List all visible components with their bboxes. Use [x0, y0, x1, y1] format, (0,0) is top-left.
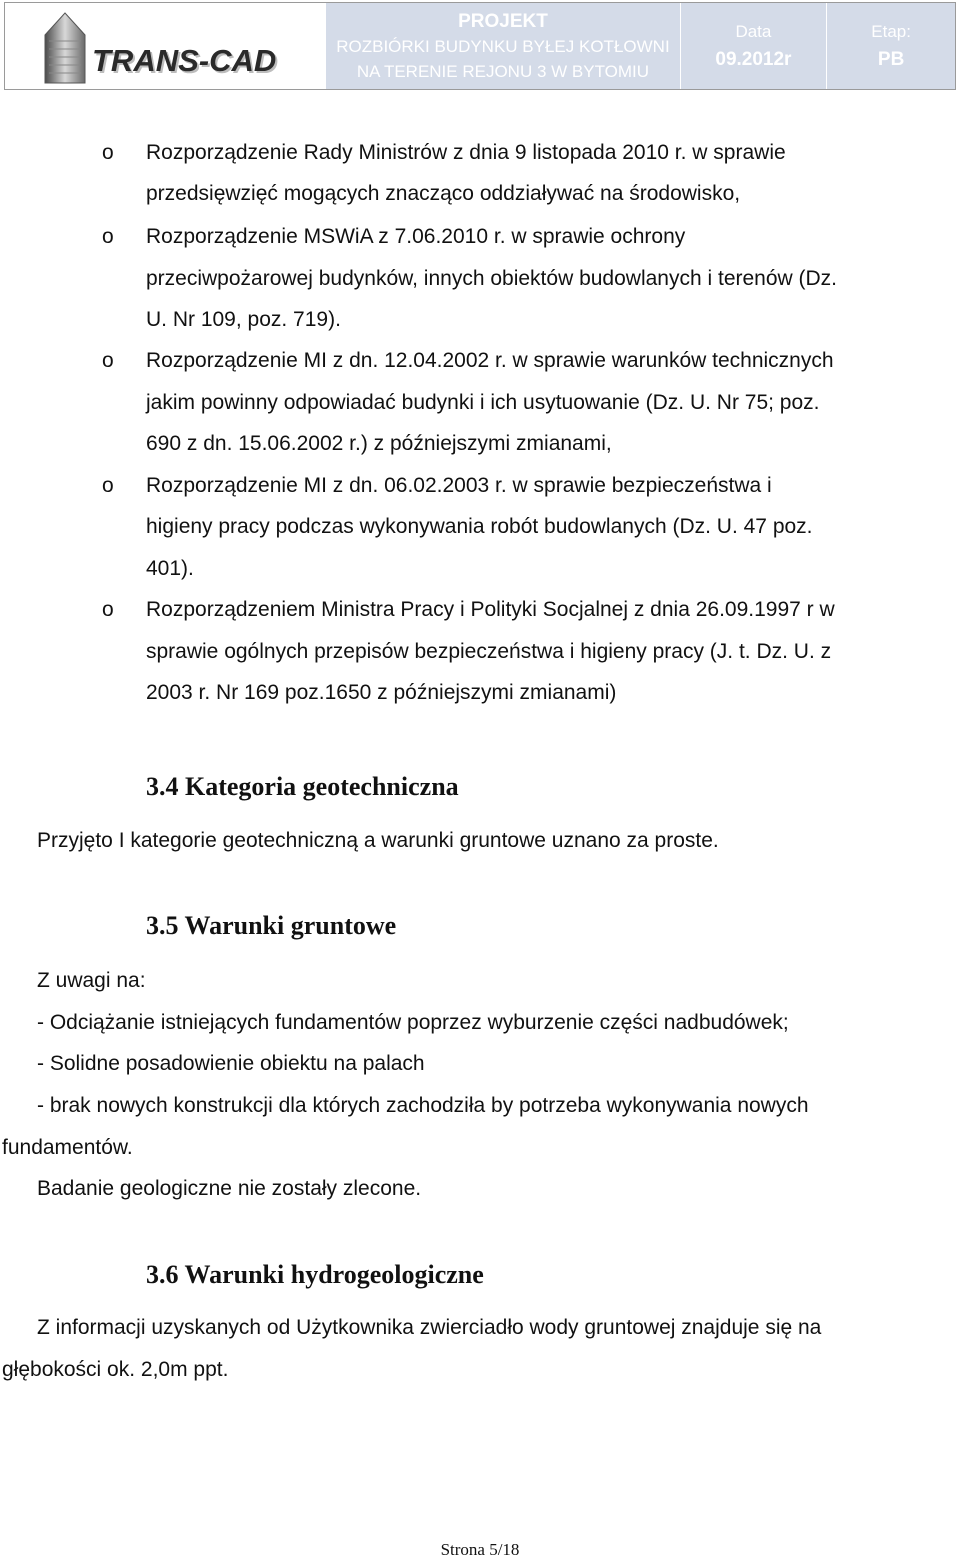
list-item-line: sprawie ogólnych przepisów bezpieczeństwa i higieny pracy (J. t. Dz. U. z — [146, 640, 832, 663]
date-label: Data — [735, 22, 772, 41]
list-item-line: Rozporządzenie Rady Ministrów z dnia 9 listopada 2010 r. w sprawie — [146, 141, 786, 164]
page-number: Strona 5/18 — [440, 1540, 520, 1559]
list-item-line: Rozporządzeniem Ministra Pracy i Polityki Socjalnej z dnia 26.09.1997 r w — [146, 598, 835, 621]
project-title-line-1: ROZBIÓRKI BUDYNKU BYŁEJ KOTŁOWNI — [336, 36, 670, 56]
date-cell — [681, 3, 828, 89]
section-3-5-line: - brak nowych konstrukcji dla których zachodziła by potrzeba wykonywania nowych — [37, 1094, 809, 1117]
section-heading-3-5: 3.5 Warunki gruntowe — [146, 911, 397, 940]
list-item-line: 401). — [146, 557, 194, 580]
list-item-line: Rozporządzenie MI z dn. 06.02.2003 r. w sprawie bezpieczeństwa i — [146, 474, 772, 497]
list-item-line: U. Nr 109, poz. 719). — [146, 308, 341, 331]
project-label: PROJEKT — [458, 10, 548, 32]
logo-text: TRANS-CAD — [92, 43, 277, 78]
project-title-line-2: NA TERENIE REJONU 3 W BYTOMIU — [356, 61, 650, 81]
section-3-6-line: Z informacji uzyskanych od Użytkownika zwierciadło wody gruntowej znajduje się na — [37, 1316, 822, 1339]
section-3-4-text: Przyjęto I kategorie geotechniczną a warunki gruntowe uznano za proste. — [37, 829, 719, 852]
list-item-line: Rozporządzenie MSWiA z 7.06.2010 r. w sprawie ochrony — [146, 225, 686, 248]
list-bullet: o — [102, 474, 114, 497]
list-item-line: 2003 r. Nr 169 poz.1650 z późniejszymi zmianami) — [146, 681, 617, 704]
stage-label: Etap: — [871, 22, 911, 41]
stage-cell — [827, 3, 955, 89]
page-header — [4, 2, 956, 90]
section-heading-3-6: 3.6 Warunki hydrogeologiczne — [146, 1260, 484, 1289]
date-value: 09.2012r — [715, 49, 792, 70]
section-3-5-intro: Z uwagi na: — [37, 969, 146, 992]
list-bullet: o — [102, 225, 114, 248]
stage-value: PB — [877, 49, 905, 70]
list-item-line: przedsięwzięć mogących znacząco oddziaływać na środowisko, — [146, 182, 741, 205]
list-bullet: o — [102, 349, 114, 372]
company-logo — [5, 3, 326, 89]
section-heading-3-4: 3.4 Kategoria geotechniczna — [146, 772, 459, 801]
list-bullet: o — [102, 141, 114, 164]
list-item-line: przeciwpożarowej budynków, innych obiektów budowlanych i terenów (Dz. — [146, 267, 838, 290]
list-bullet: o — [102, 598, 114, 621]
section-3-5-line: - Solidne posadowienie obiektu na palach — [37, 1052, 425, 1075]
section-3-6-line: głębokości ok. 2,0m ppt. — [2, 1358, 229, 1381]
section-3-5-line: fundamentów. — [2, 1136, 133, 1159]
list-item-line: Rozporządzenie MI z dn. 12.04.2002 r. w sprawie warunków technicznych — [146, 349, 834, 372]
list-item-line: jakim powinny odpowiadać budynki i ich usytuowanie (Dz. U. Nr 75; poz. — [146, 391, 820, 414]
project-cell — [326, 3, 680, 89]
section-3-5-line: - Odciążanie istniejących fundamentów poprzez wyburzenie części nadbudówek; — [37, 1011, 789, 1034]
section-3-5-line: Badanie geologiczne nie zostały zlecone. — [37, 1177, 422, 1200]
list-item-line: higieny pracy podczas wykonywania robót budowlanych (Dz. U. 47 poz. — [146, 515, 813, 538]
list-item-line: 690 z dn. 15.06.2002 r.) z późniejszymi zmianami, — [146, 432, 612, 455]
building-logo-icon — [35, 5, 95, 85]
